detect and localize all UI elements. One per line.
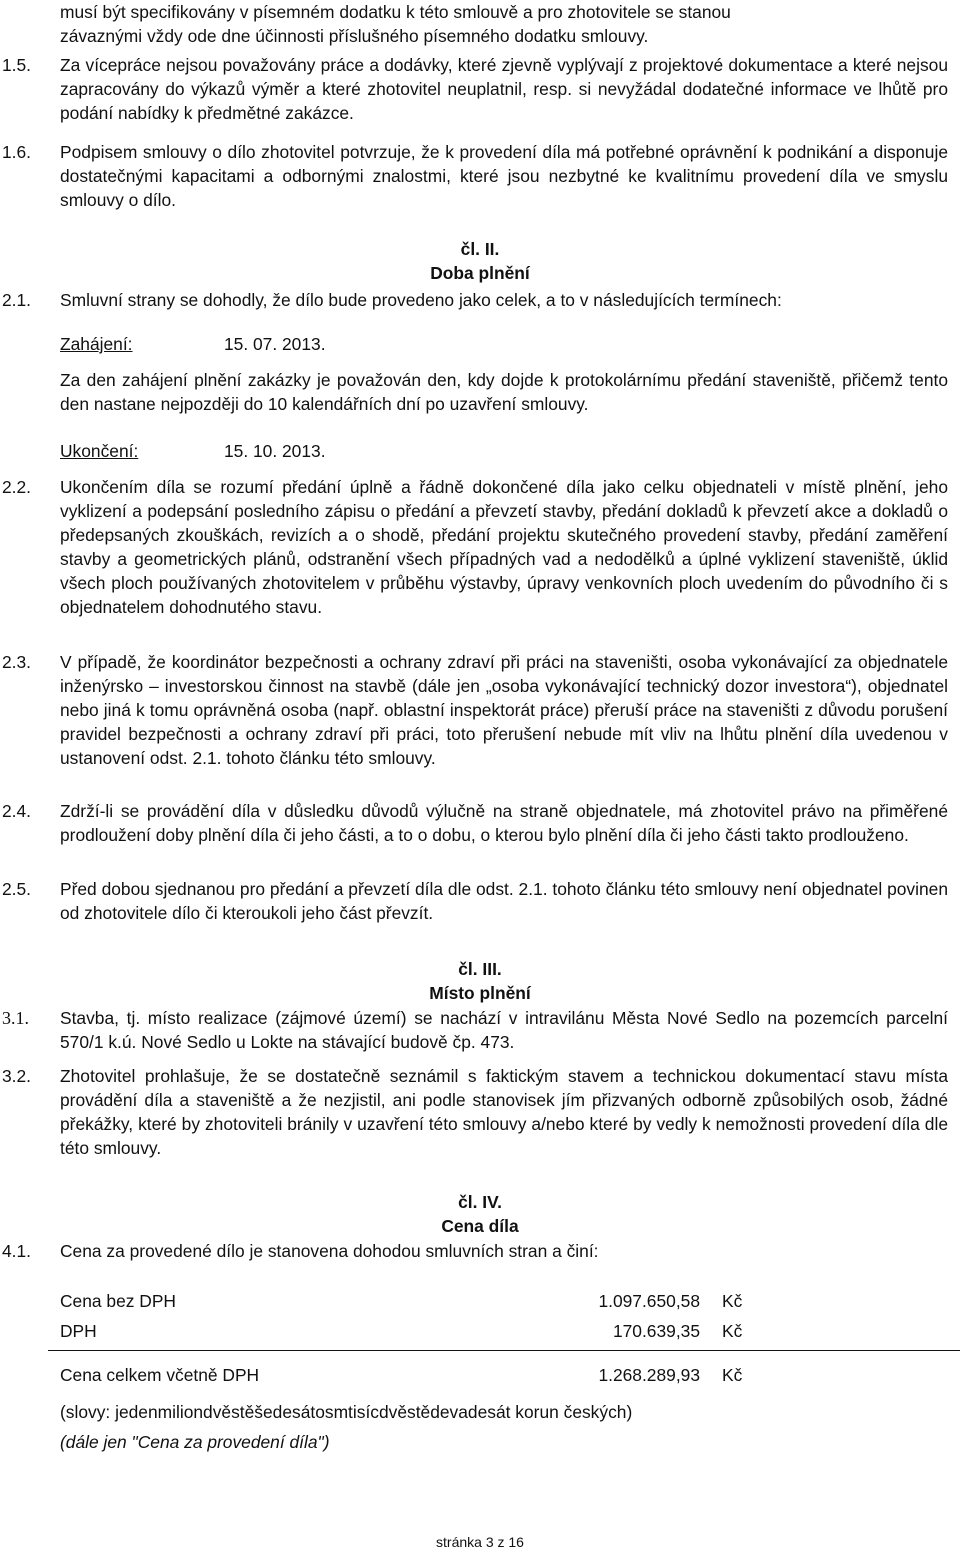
page-number: stránka 3 z 16 (436, 1534, 524, 1550)
intro-line-2: závaznými vždy ode dne účinnosti příslušného písemného dodatku smlouvy. (60, 26, 649, 46)
paragraph-text: Za vícepráce nejsou považovány práce a dodávky, které zjevně vyplývají z projektové dokumentace a které nejsou zapracovány do výkazů výměr a které zhotovitel neuplatnil, resp. si nevyžádal dodatečné informace ve lhůtě pro podání nabídky k předmětné zakázce. (60, 55, 948, 123)
start-date: 15. 07. 2013. (224, 334, 326, 354)
paragraph-text: Podpisem smlouvy o dílo zhotovitel potvrzuje, že k provedení díla má potřebné oprávnění k podnikání a disponuje dostatečnými kapacitami a odbornými znalostmi, které jsou nezbytné ke kvalitnímu provedení díla ve smyslu smlouvy o dílo. (60, 142, 948, 210)
intro-line-1: musí být specifikovány v písemném dodatku k této smlouvě a pro zhotovitele se stanou (60, 2, 731, 22)
paragraph-text: Ukončením díla se rozumí předání úplně a řádně dokončené díla jako celku objednateli v místě plnění, jeho vyklizení a podepsání posledního zápisu o předání a převzetí stavby, předání dokladů k převzetí akce a dokladů o předepsaných zkouškách, revizích a o shodě, předání projektu skutečného provedení stavby, předání zaměření stavby a geometrických plánů, odstranění všech případných vad a nedodělků a úplné vyklizení staveniště, úklid všech ploch používaných zhotovitelem v průběhu výstavby, úpravy venkovních ploch uvedením do původního či s objednatelem dohodnutého stavu. (60, 477, 948, 617)
paragraph-number: 2.3. (2, 652, 32, 672)
paragraph-number: 2.5. (2, 879, 32, 899)
paragraph-number: 2.1. (2, 290, 32, 310)
paragraph-3-2 (0, 1064, 960, 1160)
article-2-subtitle: Doba plnění (430, 263, 530, 283)
start-explanation (0, 368, 960, 416)
paragraph-number: 1.6. (2, 142, 32, 162)
end-date: 15. 10. 2013. (224, 441, 326, 461)
paragraph-number: 1.5. (2, 55, 32, 75)
price-value: 1.097.650,58 (598, 1291, 700, 1311)
price-row-net (60, 1289, 760, 1313)
end-date-row (60, 439, 326, 463)
price-in-words (0, 1400, 960, 1424)
paragraph-text: V případě, že koordinátor bezpečnosti a ochrany zdraví při práci na staveništi, osoba vykonávající za objednatele inženýrsko – investorskou činnost na stavbě (dále jen „osoba vykonávající technický dozor investora“), objednatel nebo jiná k tomu oprávněná osoba (např. oblastní inspektorát práce) přeruší práce na staveništi z důvodu porušení pravidel bezpečnosti a ochrany zdraví při práci, toto přerušení nebude mít vliv na lhůtu plnění díla uvedenou v ustanovení odst. 2.1. tohoto článku této smlouvy. (60, 652, 948, 768)
article-4-subtitle: Cena díla (441, 1216, 519, 1236)
paragraph-4-1 (0, 1239, 960, 1263)
start-label: Zahájení: (60, 334, 133, 354)
price-label: Cena celkem včetně DPH (60, 1365, 260, 1385)
article-2-title: čl. II. (460, 239, 500, 259)
paragraph-text: Stavba, tj. místo realizace (zájmové území) se nachází v intravilánu Města Nové Sedlo na pozemcích parcelní 570/1 k.ú. Nové Sedlo u Lokte na stávající budově čp. 473. (60, 1008, 948, 1052)
paragraph-text: Cena za provedené dílo je stanovena dohodou smluvních stran a činí: (60, 1241, 599, 1261)
price-note-text: (dále jen "Cena za provedení díla") (60, 1432, 330, 1452)
article-4-title: čl. IV. (458, 1192, 502, 1212)
article-3-subtitle: Místo plnění (429, 983, 531, 1003)
price-currency: Kč (722, 1365, 743, 1385)
paragraph-number: 4.1. (2, 1241, 32, 1261)
paragraph-number: 3.1. (2, 1008, 29, 1028)
end-label: Ukončení: (60, 441, 139, 461)
paragraph-text: Smluvní strany se dohodly, že dílo bude provedeno jako celek, a to v následujících termínech: (60, 290, 782, 310)
price-value: 1.268.289,93 (598, 1365, 700, 1385)
paragraph-2-4 (0, 799, 960, 847)
paragraph-2-1 (0, 288, 960, 312)
paragraph-1-5 (0, 53, 960, 125)
paragraph-1-6 (0, 140, 960, 212)
paragraph-2-5 (0, 877, 960, 925)
price-in-words-text: (slovy: jedenmiliondvěstěšedesátosmtisícdvěstědevadesát korun českých) (60, 1402, 633, 1422)
paragraph-3-1 (0, 1006, 960, 1054)
paragraph-number: 3.2. (2, 1066, 32, 1086)
price-label: Cena bez DPH (60, 1291, 176, 1311)
paragraph-text: Zdrží-li se provádění díla v důsledku důvodů výlučně na straně objednatele, má zhotovitel právo na přiměřené prodloužení doby plnění díla či jeho části, a to o dobu, o kterou bylo plnění díla či jeho části takto prodlouženo. (60, 801, 948, 845)
paragraph-text: Zhotovitel prohlašuje, že se dostatečně seznámil s faktickým stavem a technickou dokumentací stavu místa provádění díla a staveniště a že nezjistil, ani podle stanovisek jím přizvaných odborně způsobilých osob, žádné překážky, které by zhotoviteli bránily v uzavření této smlouvy a/nebo které by vedly k nemožnosti provedení díla dle této smlouvy. (60, 1066, 948, 1158)
paragraph-text: Před dobou sjednanou pro předání a převzetí díla dle odst. 2.1. tohoto článku této smlouvy není objednatel povinen od zhotovitele dílo či kteroukoli jeho část převzít. (60, 879, 948, 923)
price-divider (48, 1350, 960, 1351)
start-explanation-text: Za den zahájení plnění zakázky je považován den, kdy dojde k protokolárnímu předání staveniště, přičemž tento den nastane nejpozději do 10 kalendářních dní po uzavření smlouvy. (60, 370, 948, 414)
paragraph-2-3 (0, 650, 960, 770)
paragraph-number: 2.2. (2, 477, 32, 497)
price-note (0, 1430, 960, 1454)
start-date-row (60, 332, 326, 356)
article-3-title: čl. III. (458, 959, 502, 979)
price-row-total (60, 1363, 760, 1387)
price-label: DPH (60, 1321, 97, 1341)
price-currency: Kč (722, 1321, 743, 1341)
price-currency: Kč (722, 1291, 743, 1311)
paragraph-2-2 (0, 475, 960, 619)
intro-paragraph (0, 0, 960, 48)
price-row-vat (60, 1319, 760, 1343)
price-value: 170.639,35 (612, 1321, 700, 1341)
paragraph-number: 2.4. (2, 801, 32, 821)
